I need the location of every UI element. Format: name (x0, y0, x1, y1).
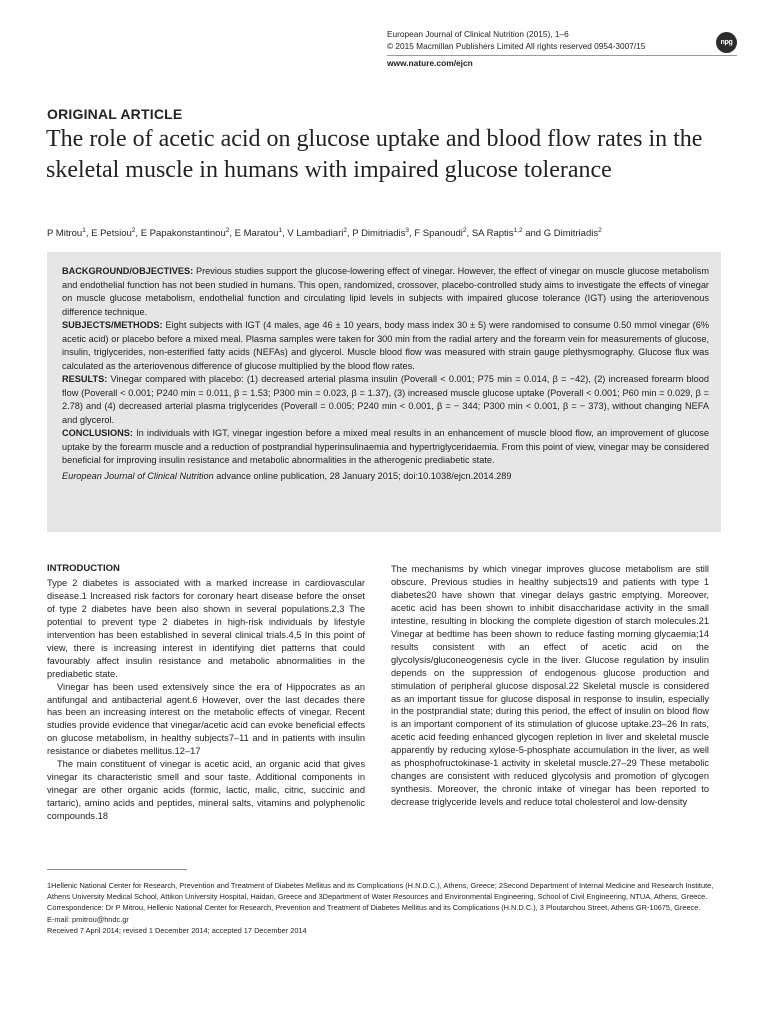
abstract-methods-text: Eight subjects with IGT (4 males, age 46 ± 10 years, body mass index 30 ± 5) were randomised to consume 0.50 mmol vinegar (6% acetic acid) or placebo before a mixed meal. Plasma samples were taken for 300 min from the radial artery and the forearm vein for measurements of glucose, insulin, triglycerides, non-esterified fatty acids (NEFAs) and glycerol. Muscle blood flow was measured with strain gauge plethysmography. Glucose flux was calculated as the arteriovenous difference of glucose multiplied by the blood flow rates. (62, 320, 710, 371)
npg-logo: npg (716, 32, 737, 53)
footnotes (47, 880, 737, 936)
abstract-results-text: Vinegar compared with placebo: (1) decreased arterial plasma insulin (Poverall < 0.001; P75 min = 0.014, β = −42), (2) increased forearm blood flow (Poverall < 0.001; P240 min = 0.011, β = 1.53; P300 min = 0.023, β = 1.37), (3) increased muscle glucose uptake (Poverall < 0.001; P60 min = 0.029, β = 2.78) and (4) decreased arterial plasma triglycerides (Poverall = 0.005; P240 min < 0.001, β = − 344; P300 min < 0.001, β = − 373), without changing NEFA and glycerol. (62, 374, 709, 425)
abstract-methods (62, 319, 709, 373)
abstract-background-text: Previous studies support the glucose-lowering effect of vinegar. However, the effect of vinegar on muscle glucose metabolism and endothelial function has not been studied in humans. This open, randomized, crossover, placebo-controlled study aims to investigate the effects of vinegar on muscle glucose metabolism, endothelial function and circulating lipid levels in subjects with impaired glucose tolerance (IGT) using the arteriovenous difference technique. (62, 266, 709, 317)
author-name[interactable]: E Papakonstantinou (140, 228, 226, 240)
author-name[interactable]: SA Raptis (471, 228, 514, 240)
author-name[interactable]: V Lambadiari (287, 228, 344, 240)
abstract-background (62, 265, 709, 319)
article-type-label: ORIGINAL ARTICLE (47, 106, 183, 122)
abstract-conclusions-text: In individuals with IGT, vinegar ingestion before a mixed meal results in an enhancement of muscle blood flow, an improvement of glucose uptake by the forearm muscle and a reduction of postprandial hyperinsulinaemia and hypertriglyceridaemia. From this point of view, vinegar may be considered beneficial for improving insulin resistance and metabolic abnormalities in the atherogenic prediabetic state. (62, 428, 709, 465)
affiliation-marker: 2 (225, 227, 230, 234)
copyright-line: © 2015 Macmillan Publishers Limited All rights reserved 0954-3007/15 (387, 41, 646, 51)
author-name[interactable]: G Dimitriadis (543, 228, 599, 240)
author-list: P Mitrou$^1$, E Petsiou$^2$, E Papakonstantinou$^2$, E Maratou$^1$, V Lambadiari$^2$, P Dimitriadis$^3$, F Spanoudi$^2$, SA Raptis$^{1,2}$ and G Dimitriadis$^2$ (47, 227, 602, 240)
header-divider (387, 55, 737, 56)
abstract-results-label: RESULTS: (62, 374, 108, 384)
section-heading-introduction: INTRODUCTION (47, 563, 120, 574)
abstract-citation (62, 470, 709, 484)
author-name[interactable]: F Spanoudi (414, 228, 463, 240)
affiliation-marker: 2 (131, 227, 136, 234)
affiliation-marker: 2 (343, 227, 347, 234)
abstract-conclusions (62, 427, 709, 468)
author-name[interactable]: P Dimitriadis (352, 228, 406, 240)
affiliation-marker: 1,2 (513, 227, 523, 234)
affiliation-marker: 2 (598, 227, 602, 234)
journal-header (387, 28, 645, 52)
body-column-right (391, 563, 709, 809)
authors-conjunction: and (525, 228, 542, 240)
abstract-methods-label: SUBJECTS/METHODS: (62, 320, 163, 330)
affiliation-marker: 1 (278, 227, 283, 234)
correspondence-email[interactable]: E-mail: pmitrou@hndc.gr (47, 914, 129, 924)
affiliation-marker: 3 (405, 227, 410, 234)
abstract-background-label: BACKGROUND/OBJECTIVES: (62, 266, 194, 276)
received-dates: Received 7 April 2014; revised 1 December 2014; accepted 17 December 2014 (47, 925, 307, 935)
affiliation-marker: 2 (462, 227, 467, 234)
affiliation-marker: 1 (82, 227, 86, 234)
journal-citation-line: European Journal of Clinical Nutrition (2015), 1–6 (387, 29, 569, 39)
body-paragraph: Type 2 diabetes is associated with a marked increase in cardiovascular disease.1 Increased risk factors for coronary heart disease before the onset of type 2 diabetes have been also shown in several populations.2,3 The potential to prevent type 2 diabetes in high-risk individuals by lifestyle intervention has been established in several clinical trials.4,5 In this point of view, there is increasing interest in identifying diet patterns that could favourably affect insulin resistance and metabolic abnormalities in the prediabetic state. (47, 577, 365, 679)
article-title: The role of acetic acid on glucose uptake and blood flow rates in the skeletal muscle in humans with impaired glucose tolerance (46, 126, 703, 183)
body-paragraph: Vinegar has been used extensively since the era of Hippocrates as an antifungal and antibacterial agent.6 However, over the last decades there has been an increasing interest on the metabolic effects of vinegar. Recent studies provide evidence that vinegar/acetic acid can evoke beneficial effects on glucose metabolism, in healthy subjects7–11 and in patients with insulin resistance or diabetes mellitus.12–17 (47, 681, 365, 757)
footnote-divider (47, 869, 187, 870)
citation-details: advance online publication, 28 January 2015; doi:10.1038/ejcn.2014.289 (216, 470, 512, 481)
citation-journal-name: European Journal of Clinical Nutrition (62, 470, 214, 481)
body-paragraph: The main constituent of vinegar is acetic acid, an organic acid that gives vinegar its characteristic smell and sour taste. Additional components in vinegar are other organic acids (formic, lactic, malic, citric, succinic and tartaric), amino acids and peptides, mineral salts, vitamins and polyphenolic compounds.18 (47, 759, 365, 822)
abstract-box (47, 252, 721, 532)
body-paragraph: The mechanisms by which vinegar improves glucose metabolism are still obscure. Previous studies in healthy subjects19 and patients with type 1 diabetes20 have shown that vinegar delays gastric emptying. Moreover, acetic acid has been shown to inhibit disaccharidase activity in the small intestine, resulting in blocking the complete digestion of starch molecules.21 Vinegar at bedtime has been shown to reduce fasting morning glycaemia;14 results consistent with an effect of acetic acid on the glycolysis/gluconeogenesis cycle in the liver. Glucose regulation by insulin depends on the suppression of endogenous glucose production and stimulation of peripheral glucose disposal.22 Skeletal muscle is considered as an important tissue for glucose disposal in response to insulin, especially in the postprandial state; during this period, the effect of insulin on blood flow is an important component of its stimulation of glucose uptake.23–26 In rats, acetic acid feeding enhanced glycogen repletion in liver and skeletal muscle apparently by reducing xylose-5-phosphate accumulation in the liver, as well as phosphofructokinase-1 activity in skeletal muscle.27–29 These metabolic changes are consistent with reduced glycolysis and promotion of glycogen synthesis. Moreover, the chronic intake of vinegar has been reported to decrease triglyceride levels and reduce total cholesterol and low-density (391, 564, 709, 808)
abstract-conclusions-label: CONCLUSIONS: (62, 428, 133, 438)
body-column-left (47, 563, 365, 823)
journal-url-link[interactable]: www.nature.com/ejcn (387, 58, 473, 68)
abstract-results (62, 373, 709, 427)
affiliations-footnote: 1Hellenic National Center for Research, Prevention and Treatment of Diabetes Mellitus and its Complications (H.N.D.C.), Athens, Greece; 2Second Department of Internal Medicine and Research Institute, Athens University Medical School, Attikon University Hospital, Haidari, Greece and 3Department of Water Resources and Environmental Engineering, School of Civil Engineering, NTUA, Athens, Greece. Correspondence: Dr P Mitrou, Hellenic National Center for Research, Prevention and Treatment of Diabetes Mellitus and its Complications (H.N.D.C.), 3 Ploutarchou Street, Athens GR-10675, Greece. (47, 881, 714, 913)
author-name[interactable]: E Maratou (234, 228, 279, 240)
author-name[interactable]: E Petsiou (91, 228, 132, 240)
author-name[interactable]: P Mitrou (47, 228, 83, 240)
